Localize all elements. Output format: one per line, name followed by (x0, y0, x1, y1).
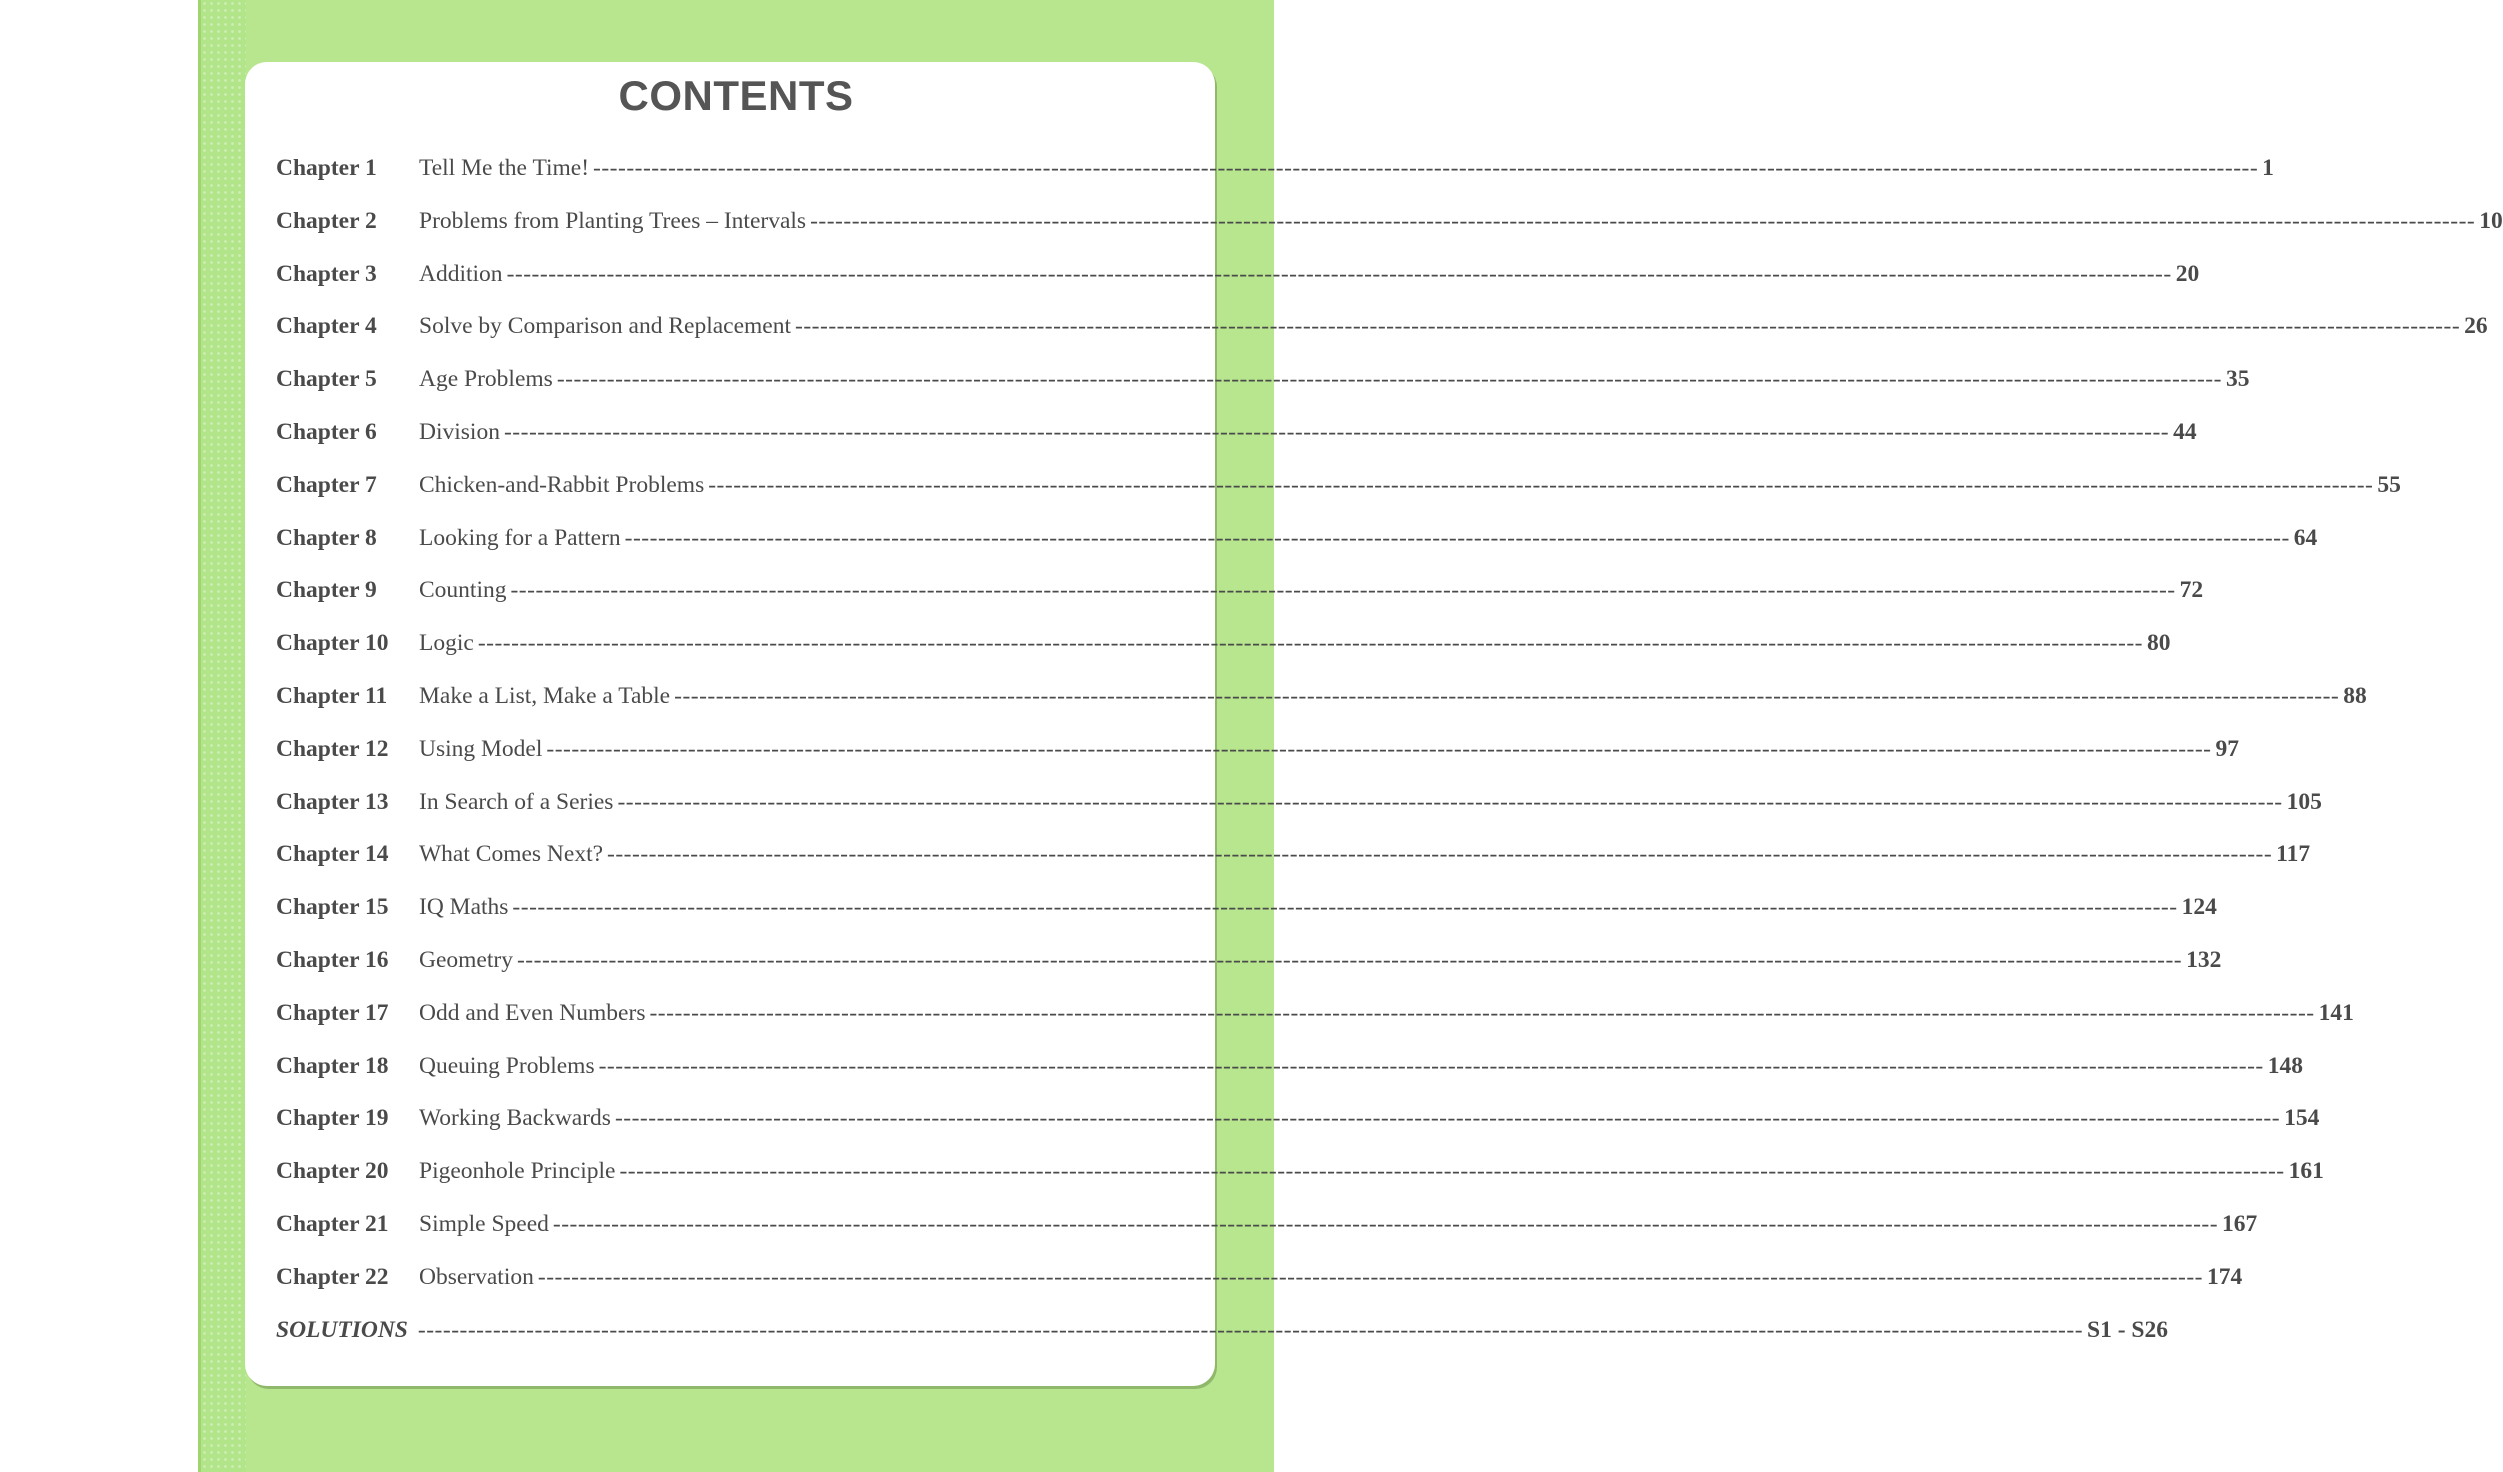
dot-leader: -------------------------------------------------------------------------------------------------------------------------------------------------------------------------------------------------------- (795, 313, 2461, 340)
dot-leader: -------------------------------------------------------------------------------------------------------------------------------------------------------------------------------------------------------- (552, 1210, 2219, 1237)
toc-row[interactable] (276, 260, 2200, 314)
page-number: 174 (2207, 1263, 2243, 1290)
chapter-title: Simple Speed (419, 1210, 549, 1237)
dot-leader: -------------------------------------------------------------------------------------------------------------------------------------------------------------------------------------------------------- (417, 1316, 2084, 1343)
dot-leader: -------------------------------------------------------------------------------------------------------------------------------------------------------------------------------------------------------- (506, 260, 2172, 287)
toc-row[interactable] (276, 1210, 2258, 1264)
page-number: 64 (2293, 524, 2318, 551)
page-number: 10 (2479, 207, 2503, 234)
chapter-title: Age Problems (419, 366, 553, 393)
chapter-title: IQ Maths (419, 894, 509, 921)
chapter-label: Chapter 4 (276, 313, 377, 340)
toc-row[interactable] (276, 788, 2322, 842)
chapter-label: Chapter 6 (276, 418, 377, 445)
page-number: 105 (2286, 788, 2322, 815)
dot-leader: -------------------------------------------------------------------------------------------------------------------------------------------------------------------------------------------------------- (598, 1052, 2264, 1079)
toc-row[interactable] (276, 946, 2222, 1000)
page-number: 97 (2215, 735, 2240, 762)
page-number: 26 (2464, 313, 2488, 340)
page-number: 1 (2262, 155, 2274, 181)
dot-leader: -------------------------------------------------------------------------------------------------------------------------------------------------------------------------------------------------------- (607, 841, 2273, 868)
chapter-title: Odd and Even Numbers (419, 999, 646, 1026)
chapter-title: Geometry (419, 946, 513, 973)
page-number: S1 - S26 (2087, 1316, 2168, 1343)
toc-row[interactable] (276, 1263, 2243, 1317)
chapter-label: Chapter 9 (276, 577, 377, 604)
toc-row[interactable] (276, 630, 2171, 683)
chapter-label: Chapter 7 (276, 471, 377, 498)
toc-row[interactable] (276, 418, 2197, 472)
toc-row[interactable] (276, 999, 2354, 1053)
chapter-title: Working Backwards (419, 1105, 611, 1132)
chapter-title: Solve by Comparison and Replacement (419, 313, 792, 340)
dot-leader: -------------------------------------------------------------------------------------------------------------------------------------------------------------------------------------------------------- (546, 735, 2212, 762)
toc-row-solutions[interactable] (276, 1316, 2168, 1370)
chapter-label: Chapter 20 (276, 1158, 389, 1185)
chapter-label: Chapter 5 (276, 366, 377, 393)
chapter-title: Problems from Planting Trees – Intervals (419, 207, 807, 234)
dot-leader: -------------------------------------------------------------------------------------------------------------------------------------------------------------------------------------------------------- (503, 418, 2170, 445)
toc-row[interactable] (276, 1158, 2324, 1211)
page-number: 55 (2377, 471, 2401, 498)
chapter-label: Chapter 14 (276, 841, 389, 868)
page-number: 20 (2175, 260, 2200, 287)
chapter-label: Chapter 17 (276, 999, 389, 1026)
chapter-label: Chapter 19 (276, 1105, 389, 1132)
chapter-label: Chapter 16 (276, 946, 389, 973)
page-number: 117 (2276, 841, 2311, 868)
table-of-contents (276, 155, 2503, 1369)
toc-row[interactable] (276, 155, 2274, 208)
chapter-title: Tell Me the Time! (419, 155, 590, 181)
chapter-label: Chapter 15 (276, 894, 389, 921)
dot-leader: -------------------------------------------------------------------------------------------------------------------------------------------------------------------------------------------------------- (556, 366, 2222, 393)
chapter-title: Pigeonhole Principle (419, 1158, 616, 1185)
chapter-label: Chapter 11 (276, 682, 388, 709)
toc-row[interactable] (276, 577, 2204, 630)
toc-row[interactable] (276, 313, 2488, 366)
chapter-label: Chapter 3 (276, 260, 377, 287)
dot-leader: -------------------------------------------------------------------------------------------------------------------------------------------------------------------------------------------------------- (624, 524, 2290, 551)
chapter-title: In Search of a Series (419, 788, 614, 815)
dot-leader: -------------------------------------------------------------------------------------------------------------------------------------------------------------------------------------------------------- (810, 207, 2476, 234)
page-number: 132 (2186, 946, 2222, 973)
chapter-title: Logic (419, 630, 474, 657)
toc-row[interactable] (276, 1105, 2320, 1158)
chapter-title: Division (419, 418, 500, 445)
page-title: CONTENTS (618, 72, 854, 119)
page-number: 88 (2343, 682, 2367, 709)
toc-row[interactable] (276, 682, 2367, 736)
chapter-title: Looking for a Pattern (419, 524, 621, 551)
dot-leader: -------------------------------------------------------------------------------------------------------------------------------------------------------------------------------------------------------- (619, 1158, 2285, 1185)
chapter-label: Chapter 22 (276, 1263, 389, 1290)
dot-leader: -------------------------------------------------------------------------------------------------------------------------------------------------------------------------------------------------------- (593, 155, 2259, 181)
chapter-title: Make a List, Make a Table (419, 682, 671, 709)
dot-leader: -------------------------------------------------------------------------------------------------------------------------------------------------------------------------------------------------------- (516, 946, 2183, 973)
page-number: 72 (2179, 577, 2204, 604)
chapter-label: Chapter 18 (276, 1052, 389, 1079)
chapter-title: Addition (419, 260, 503, 287)
chapter-title: Observation (419, 1263, 534, 1290)
chapter-label: Chapter 8 (276, 524, 377, 551)
dot-leader: -------------------------------------------------------------------------------------------------------------------------------------------------------------------------------------------------------- (674, 682, 2340, 709)
page-number: 141 (2318, 999, 2354, 1026)
chapter-title: What Comes Next? (419, 841, 604, 868)
chapter-label: Chapter 13 (276, 788, 389, 815)
page-number: 167 (2222, 1210, 2258, 1237)
toc-row[interactable] (276, 471, 2401, 525)
dot-leader: -------------------------------------------------------------------------------------------------------------------------------------------------------------------------------------------------------- (708, 471, 2374, 498)
dot-leader: -------------------------------------------------------------------------------------------------------------------------------------------------------------------------------------------------------- (614, 1105, 2281, 1132)
dot-leader: -------------------------------------------------------------------------------------------------------------------------------------------------------------------------------------------------------- (512, 894, 2178, 921)
dot-leader: -------------------------------------------------------------------------------------------------------------------------------------------------------------------------------------------------------- (537, 1263, 2204, 1290)
toc-row[interactable] (276, 366, 2250, 419)
chapter-label: Chapter 12 (276, 735, 389, 762)
dot-leader: -------------------------------------------------------------------------------------------------------------------------------------------------------------------------------------------------------- (510, 577, 2176, 604)
page-number: 80 (2146, 630, 2171, 657)
dot-leader: -------------------------------------------------------------------------------------------------------------------------------------------------------------------------------------------------------- (477, 630, 2143, 657)
chapter-title: Counting (419, 577, 507, 604)
chapter-label: Chapter 1 (276, 155, 377, 181)
toc-row[interactable] (276, 207, 2503, 261)
chapter-title: Queuing Problems (419, 1052, 595, 1079)
dot-leader: -------------------------------------------------------------------------------------------------------------------------------------------------------------------------------------------------------- (617, 788, 2283, 815)
page-number: 161 (2288, 1158, 2324, 1185)
page-number: 154 (2284, 1105, 2320, 1132)
chapter-label: Chapter 2 (276, 207, 377, 234)
chapter-title: Using Model (419, 735, 543, 762)
chapter-label: Chapter 10 (276, 630, 389, 657)
page-number: 35 (2225, 366, 2250, 393)
dot-leader: -------------------------------------------------------------------------------------------------------------------------------------------------------------------------------------------------------- (649, 999, 2315, 1026)
page-number: 44 (2173, 418, 2197, 445)
page-number: 124 (2181, 894, 2217, 921)
toc-row[interactable] (276, 841, 2311, 894)
toc-row[interactable] (276, 894, 2217, 947)
solutions-label: SOLUTIONS (276, 1316, 408, 1343)
toc-row[interactable] (276, 735, 2240, 789)
toc-row[interactable] (276, 524, 2318, 578)
chapter-label: Chapter 21 (276, 1210, 389, 1237)
toc-row[interactable] (276, 1052, 2303, 1106)
chapter-title: Chicken-and-Rabbit Problems (419, 471, 705, 498)
page-number: 148 (2267, 1052, 2303, 1079)
